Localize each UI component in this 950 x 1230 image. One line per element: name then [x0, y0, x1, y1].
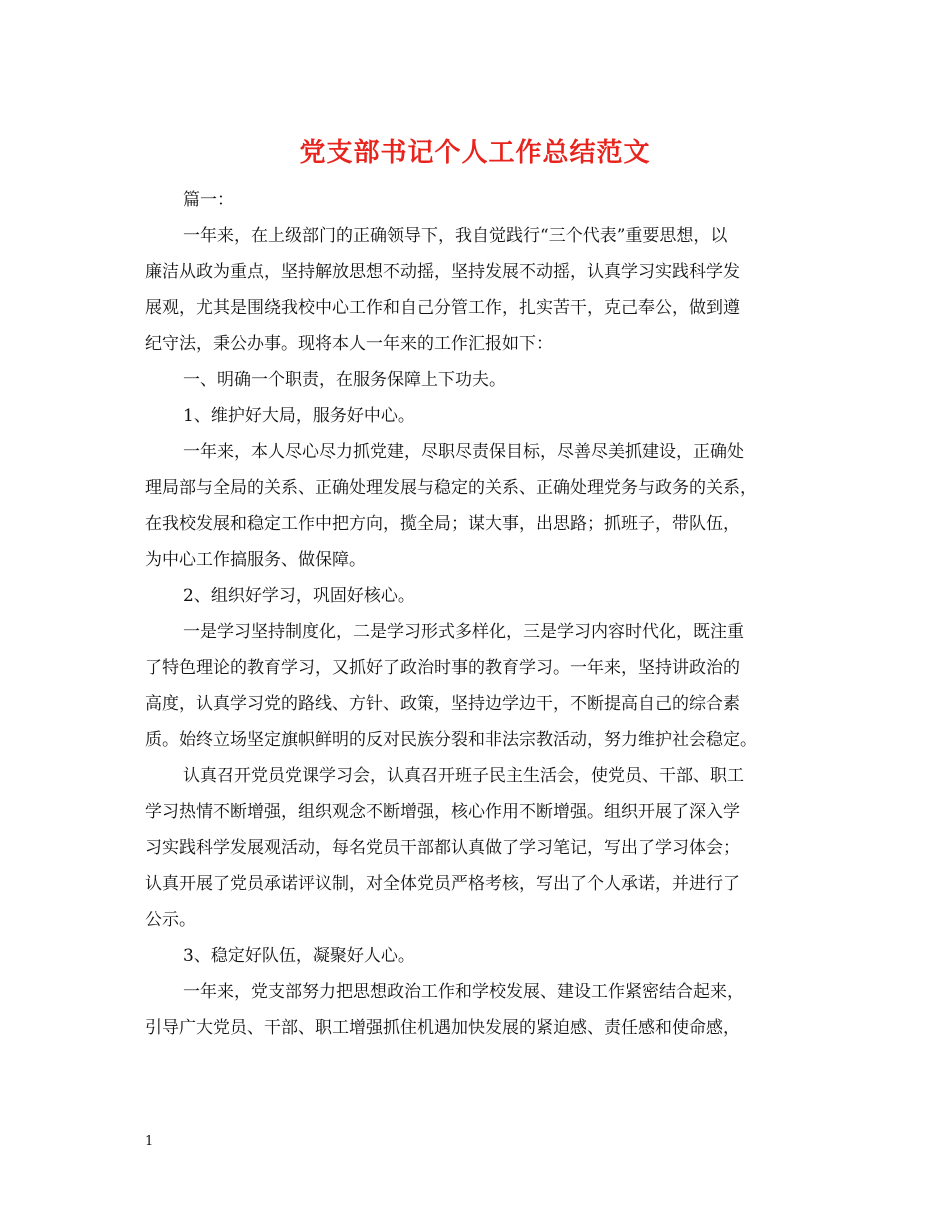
paragraph-line: 公示。 [145, 910, 196, 930]
document-title: 党支部书记个人工作总结范文 [299, 138, 651, 168]
paragraph-line: 理局部与全局的关系、正确处理发展与稳定的关系、正确处理党务与政务的关系， [145, 478, 757, 498]
paragraph-line: 2、组织好学习，巩固好核心。 [183, 586, 415, 606]
paragraph [145, 182, 810, 218]
paragraph-line: 认真开展了党员承诺评议制，对全体党员严格考核，写出了个人承诺，并进行了 [145, 874, 740, 894]
paragraph [145, 614, 810, 758]
paragraph [145, 398, 810, 434]
paragraph-line: 廉洁从政为重点，坚持解放思想不动摇，坚持发展不动摇，认真学习实践科学发 [145, 262, 740, 282]
paragraph [145, 938, 810, 974]
paragraph-line: 3、稳定好队伍，凝聚好人心。 [183, 946, 415, 966]
paragraph-line: 了特色理论的教育学习，又抓好了政治时事的教育学习。一年来，坚持讲政治的 [145, 658, 740, 678]
paragraph [145, 362, 810, 398]
paragraph-line: 学习热情不断增强，组织观念不断增强，核心作用不断增强。组织开展了深入学 [145, 802, 740, 822]
paragraph-line: 引导广大党员、干部、职工增强抓住机遇加快发展的紧迫感、责任感和使命感， [145, 1018, 740, 1038]
paragraph-line: 1、维护好大局，服务好中心。 [183, 406, 415, 426]
paragraph-line: 一年来，本人尽心尽力抓党建，尽职尽责保目标，尽善尽美抓建设，正确处 [183, 442, 744, 462]
paragraph [145, 974, 810, 1046]
paragraph [145, 758, 810, 938]
paragraph-line: 质。始终立场坚定旗帜鲜明的反对民族分裂和非法宗教活动，努力维护社会稳定。 [145, 730, 757, 750]
paragraph-line: 一、明确一个职责，在服务保障上下功夫。 [183, 370, 506, 390]
paragraph [145, 578, 810, 614]
paragraph-line: 篇一： [183, 190, 234, 210]
paragraph-line: 一是学习坚持制度化，二是学习形式多样化，三是学习内容时代化，既注重 [183, 622, 744, 642]
page-number: 1 [145, 1134, 154, 1149]
paragraph-line: 认真召开党员党课学习会，认真召开班子民主生活会，使党员、干部、职工 [183, 766, 744, 786]
paragraph [145, 218, 810, 362]
paragraph-line: 一年来，在上级部门的正确领导下，我自觉践行“三个代表”重要思想，以 [183, 226, 728, 246]
paragraph-line: 在我校发展和稳定工作中把方向，揽全局；谋大事，出思路；抓班子，带队伍， [145, 514, 740, 534]
paragraph-line: 为中心工作搞服务、做保障。 [145, 550, 366, 570]
paragraph-line: 纪守法，秉公办事。现将本人一年来的工作汇报如下： [145, 334, 553, 354]
document-body [145, 182, 810, 1046]
paragraph [145, 434, 810, 578]
paragraph-line: 展观，尤其是围绕我校中心工作和自己分管工作，扎实苦干，克己奉公，做到遵 [145, 298, 740, 318]
paragraph-line: 一年来，党支部努力把思想政治工作和学校发展、建设工作紧密结合起来， [183, 982, 744, 1002]
paragraph-line: 高度，认真学习党的路线、方针、政策，坚持边学边干，不断提高自己的综合素 [145, 694, 740, 714]
paragraph-line: 习实践科学发展观活动，每名党员干部都认真做了学习笔记，写出了学习体会； [145, 838, 740, 858]
